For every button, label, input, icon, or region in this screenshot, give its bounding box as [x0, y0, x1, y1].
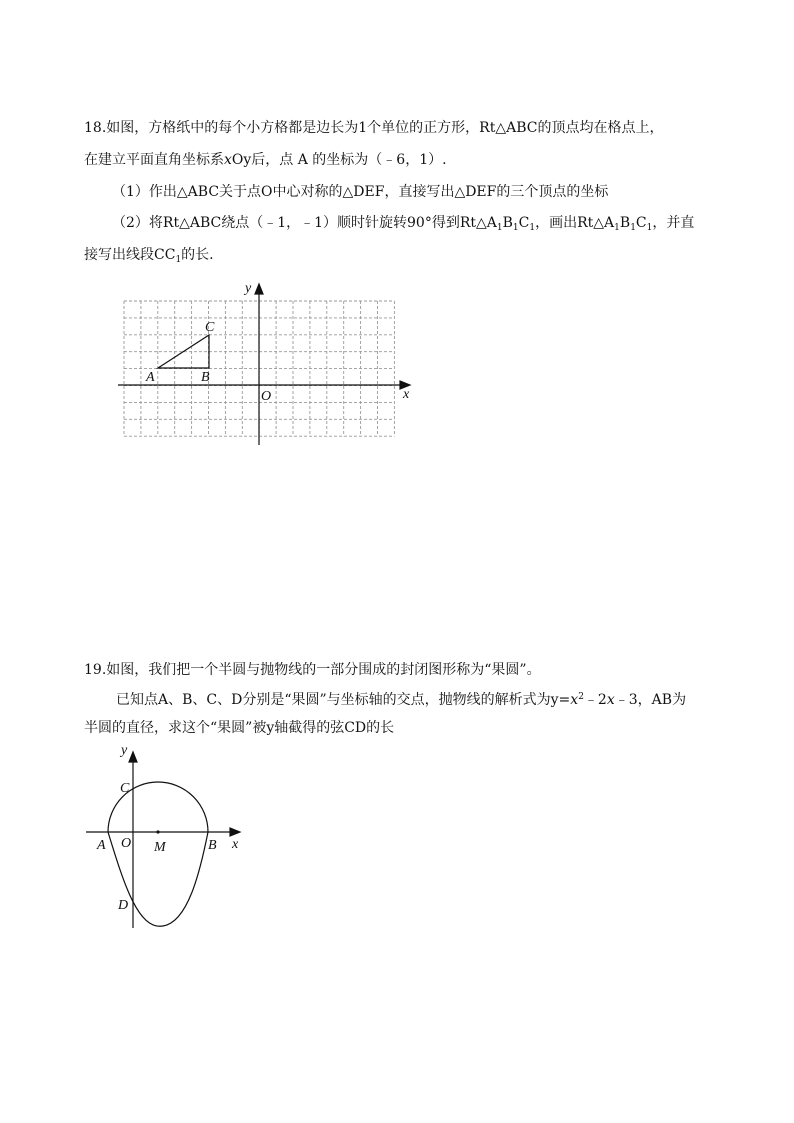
q18-line1: 18.如图，方格纸中的每个小方格都是边长为1个单位的正方形，Rt△ABC的顶点均在格点上，	[84, 120, 664, 136]
q19-label-b: B	[208, 838, 217, 853]
center-point-m	[156, 830, 159, 833]
q18-label-x: x	[403, 387, 410, 402]
q18-line2: 在建立平面直角坐标系xOy后，点 A 的坐标为（﹣6，1）.	[84, 152, 447, 168]
q18-part2-line2: 接写出线段$CC_1$的长.	[84, 247, 214, 265]
q18-part2: （2）将Rt△ABC绕点（﹣1，﹣1）顺时针旋转90°得到$Rt\triangle A_1B_1C_1$，画出$Rt\triangle A_1B_1C_1$，并直	[112, 215, 695, 233]
q19-label-c: C	[120, 781, 130, 796]
q18-label-o: O	[261, 389, 272, 404]
q19-label-y: y	[121, 743, 128, 758]
q19-line1: 19.如图，我们把一个半圆与抛物线的一部分围成的封闭图形称为“果圆”。	[84, 662, 541, 678]
q19-label-x: x	[232, 837, 239, 852]
q19-line3: 半圆的直径，求这个“果圆”被y轴截得的弦CD的长	[84, 720, 395, 736]
q18-part1: （1）作出△ABC关于点O中心对称的△DEF，直接写出△DEF的三个顶点的坐标	[112, 184, 609, 200]
q18-label-a: A	[146, 370, 155, 385]
q18-label-y: y	[245, 281, 252, 296]
q19-label-m: M	[154, 840, 166, 855]
q19-line2: 已知点A、B、C、D分别是“果圆”与坐标轴的交点，抛物线的解析式为$y=x^2﹣2x﹣3$，AB为	[116, 692, 687, 708]
q19-label-d: D	[118, 898, 129, 913]
q19-x-arrow	[230, 828, 240, 836]
q19-y-arrow	[129, 752, 137, 762]
q19-label-o: O	[121, 836, 132, 851]
q19-label-a: A	[97, 838, 106, 853]
q18-label-b: B	[201, 370, 210, 385]
q18-label-c: C	[205, 320, 215, 335]
